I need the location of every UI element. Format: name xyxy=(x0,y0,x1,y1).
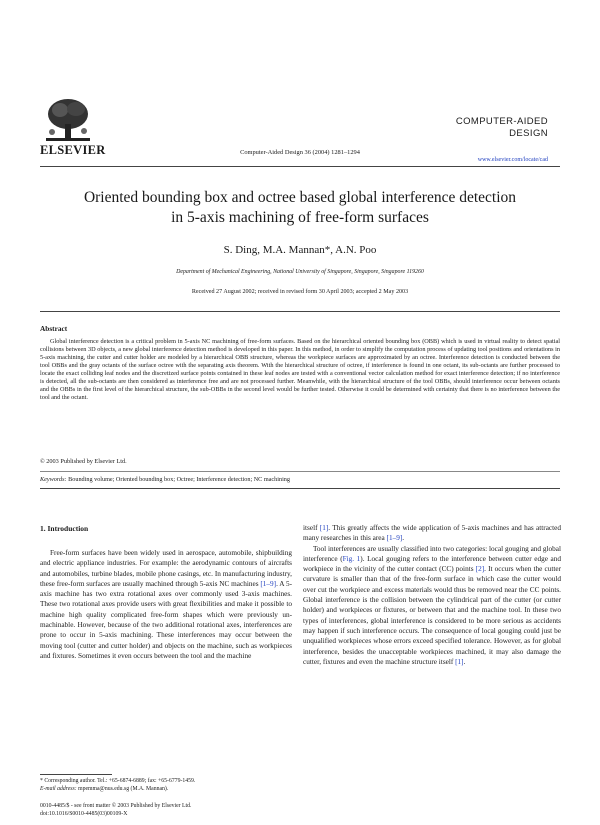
intro-text-segment: Free-form surfaces have been widely used in aerospace, automobile, shipbuilding and electric appliance industries. For example: the aerodynamic contours of aircrafts and automobiles, turbine blades, mobile phone casings, etc. In manufacturing industry, these free-form surfaces are usually machined through 5-axis NC machines xyxy=(40,549,292,588)
intro-text-segment: ). Local gouging refers to the interference between cutter edge and workpiece in the vicinity of the cutter contact (CC) points xyxy=(303,554,561,574)
section-heading-introduction: 1. Introduction xyxy=(40,524,89,533)
article-title-line1: Oriented bounding box and octree based global interference detection xyxy=(83,189,517,206)
journal-brand xyxy=(456,116,548,139)
left-column-text xyxy=(40,548,292,661)
abstract-heading: Abstract xyxy=(40,324,68,333)
journal-brand-line1: COMPUTER-AIDED xyxy=(455,116,548,127)
citation-link[interactable]: [2] xyxy=(475,565,485,574)
abstract-top-divider xyxy=(40,311,560,312)
author-list: S. Ding, M.A. Mannan*, A.N. Poo xyxy=(223,244,377,256)
right-column-paragraph-2 xyxy=(303,544,561,668)
keywords-text: Bounding volume; Oriented bounding box; Octree; Interference detection; NC machining xyxy=(68,476,290,483)
journal-brand-line2: DESIGN xyxy=(509,127,548,139)
intro-text-segment: . It occurs when the cutter curvature is smaller than that of the free-form surface in which case the cutter would over cut the workpiece and excess materials would thus be removed near the CC points. Global interference is the collision between the cylindrical part of the cutter (or cutter holder) and workpieces or fixtures, or between that and the machine tool. In these two types of interferences, global interference is considered to be more serious as accidents may happen if such interference occurs. The consequence of local gouging could just be unqualified workpieces whose errors exceed specified tolerance. However, as for global interference, besides the unacceptable workpieces machined, it may also damage the cutter, fixtures and even the machine structure itself xyxy=(303,565,561,666)
right-column-text xyxy=(303,523,561,667)
article-title xyxy=(40,188,560,228)
keywords-divider xyxy=(40,471,560,472)
email-address[interactable]: mpemma@nus.edu.sg (M.A. Mannan). xyxy=(76,786,169,792)
received-dates: Received 27 August 2002; received in revised form 30 April 2003; accepted 2 May 2003 xyxy=(191,289,409,295)
abstract-body: Global interference detection is a critical problem in 5-axis NC machining of free-form surfaces. Based on the hierarchical oriented bounding box (OBB) which is used in virtual reality to detect spatial collisions between 3D objects, a new global interference detection method is developed in this paper. In this method, in order to simplify the computation process of updating tool positions and orientations in 5-axis machining, the cutter and cutter holder are modeled by a hierarchical OBB structure, whereas the workpiece surfaces are approximated by an octree. Interference detection is conducted between the tool OBBs and the gray octants of the surface octree with the separating axis theorem. With the hierarchical structure of octree, if interference is found in one octant, its sub-octants are further processed to locate the exact colliding leaf nodes and the discretized surface points contained in these leaf nodes are tested with a conventional vector calculation method for exact interference detection; if no interference is detected, all the sub-octants are then considered as interference free and are not processed further. Meanwhile, with the hierarchical structure of the tool OBBs, should interference occur between octants and the OBBs in the first level of the hierarchical structure, the sub-OBBs in the second level would be further tested. Otherwise it could be determined with certainty that there is no interference between the tool and the octant. xyxy=(40,338,560,402)
keywords-label: Keywords: xyxy=(40,476,67,483)
article-title-line2: in 5-axis machining of free-form surfaces xyxy=(171,209,429,226)
intro-text-segment: itself xyxy=(303,524,320,532)
copyright-notice: © 2003 Published by Elsevier Ltd. xyxy=(40,458,127,465)
citation-link[interactable]: [1–9] xyxy=(386,534,403,543)
footnote-divider xyxy=(40,774,112,775)
journal-citation: Computer-Aided Design 36 (2004) 1281–1294 xyxy=(240,149,360,156)
right-column-paragraph-1 xyxy=(303,523,561,544)
journal-url-link[interactable]: www.elsevier.com/locate/cad xyxy=(477,157,548,163)
intro-text-segment: . xyxy=(402,534,405,543)
issn-doi-block xyxy=(40,802,191,818)
citation-link[interactable]: [1] xyxy=(319,524,329,532)
body-top-divider xyxy=(40,488,560,489)
email-label: E-mail address: xyxy=(40,786,77,792)
intro-text-segment: . A 5-axis machine has two extra rotational axes over commonly used 3-axis machines. These two rotational axes provide users with great flexibilities and make it possible to machine high quality complicated free-form shapes which were previously un-machinable. However, because of the two additional rotational axes, interferences are prone to occur in 5-axis machining. These interferences may occur between the moving tool (cutter and cutter holder) and objects on the machine, such as workpieces and fixtures. Sometimes it even occurs between the tool and the machine xyxy=(40,579,292,660)
intro-text-segment: . xyxy=(463,657,466,666)
publisher-name: ELSEVIER xyxy=(40,143,106,157)
intro-text-segment: Tool interferences are usually classified into two categories: local gouging and global interference ( xyxy=(303,544,561,563)
footnote-contact: * Corresponding author. Tel.: +65-6874-6889; fax: +65-6779-1459. xyxy=(40,778,196,784)
doi-line: doi:10.1016/S0010-4485(03)00109-X xyxy=(40,811,128,817)
citation-link[interactable]: [1–9] xyxy=(260,579,277,588)
footnote-email-line xyxy=(40,785,292,793)
corresponding-author-footnote xyxy=(40,777,292,793)
header-divider xyxy=(40,166,560,167)
issn-line: 0010-4485/$ - see front matter © 2003 Published by Elsevier Ltd. xyxy=(40,803,192,809)
author-affiliation: Department of Mechanical Engineering, National University of Singapore, Singapore, Singapore 119260 xyxy=(176,269,424,275)
keywords-line xyxy=(40,476,290,483)
citation-link[interactable]: [1] xyxy=(455,657,464,666)
intro-text-segment: . This greatly affects the wide application of 5-axis machines and has attracted many researches in this area xyxy=(303,524,561,543)
figure-link[interactable]: Fig. 1 xyxy=(342,554,361,563)
